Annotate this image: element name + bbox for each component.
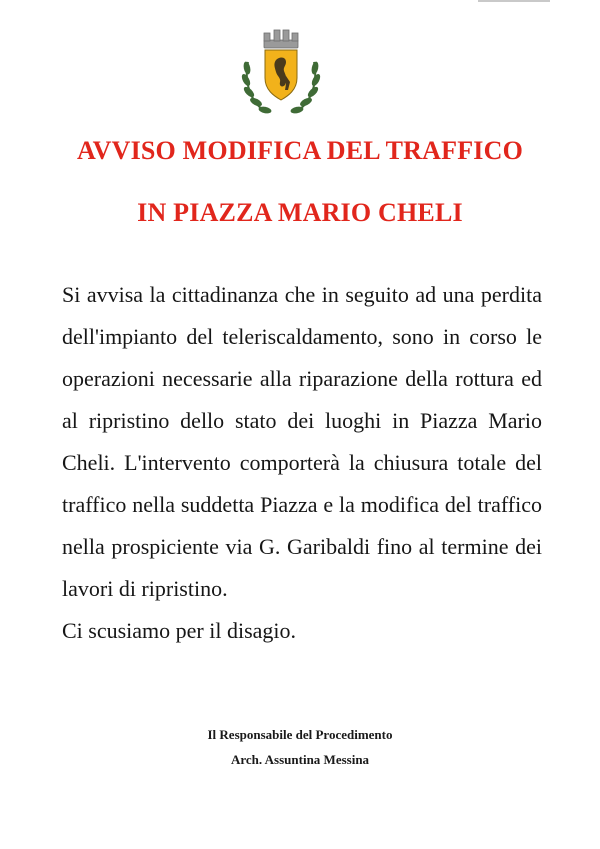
notice-title-line-1: AVVISO MODIFICA DEL TRAFFICO <box>77 136 523 165</box>
signature-block <box>0 722 600 772</box>
scan-edge-line <box>478 0 550 2</box>
signature-name: Arch. Assuntina Messina <box>230 752 370 767</box>
notice-title-line-2: IN PIAZZA MARIO CHELI <box>137 198 463 227</box>
notice-apology: Ci scusiamo per il disagio. <box>62 618 297 643</box>
municipal-coat-of-arms-icon <box>236 24 326 120</box>
notice-paragraph: Si avvisa la cittadinanza che in seguito ad una perdita dell'impianto del teleriscaldamento, sono in corso le operazioni necessarie alla riparazione della rottura ed al ripristino dello stato dei luoghi in Piazza Mario Cheli. L'intervento comporterà la chiusura totale del traffico nella suddetta Piazza e la modifica del traffico nella prospiciente via G. Garibaldi fino al termine dei lavori di ripristino. <box>62 282 542 601</box>
notice-body <box>62 274 542 652</box>
signature-role: Il Responsabile del Procedimento <box>207 727 393 742</box>
